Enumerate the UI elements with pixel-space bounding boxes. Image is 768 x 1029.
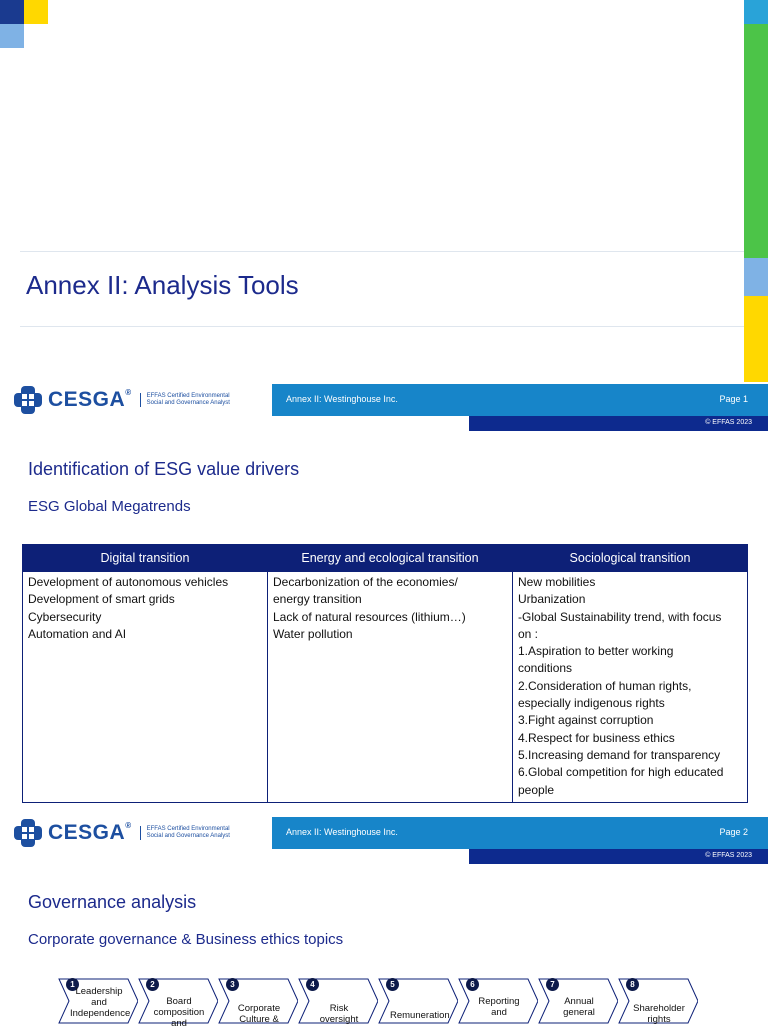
step-number-badge: 7 bbox=[546, 978, 559, 991]
table-row bbox=[23, 572, 748, 803]
side-bar-green bbox=[744, 24, 768, 258]
page-number: Page 2 bbox=[719, 827, 748, 837]
step-label: Leadership and Independence bbox=[70, 986, 131, 1019]
cesga-logo bbox=[12, 813, 272, 853]
flow-step-3 bbox=[218, 978, 298, 1024]
step-label: Reporting and bbox=[478, 996, 520, 1018]
list-item: -Global Sustainability trend, with focus bbox=[518, 609, 722, 624]
step-label: Corporate Culture & bbox=[237, 1003, 281, 1025]
copyright-band-page2 bbox=[469, 849, 768, 864]
list-item: Automation and AI bbox=[28, 626, 127, 641]
table-header-sociological: Sociological transition bbox=[513, 545, 748, 572]
step-label: Shareholder rights bbox=[633, 1003, 685, 1025]
header-band-page2 bbox=[272, 817, 768, 849]
step-label: Risk oversight bbox=[319, 1003, 359, 1025]
side-bar-lightblue bbox=[744, 258, 768, 296]
step-number-badge: 3 bbox=[226, 978, 239, 991]
table-cell-energy bbox=[268, 572, 513, 803]
copyright-band-page1 bbox=[469, 416, 768, 431]
list-item: Cybersecurity bbox=[28, 609, 102, 624]
cesga-logo-subtitle: EFFAS Certified Environmental Social and Governance Analyst bbox=[140, 826, 230, 840]
flow-step-4 bbox=[298, 978, 378, 1024]
flow-step-7 bbox=[538, 978, 618, 1024]
corner-square-lightblue bbox=[0, 24, 24, 48]
step-number-badge: 6 bbox=[466, 978, 479, 991]
governance-topics-flow bbox=[58, 978, 718, 1029]
list-item: Development of autonomous vehicles bbox=[28, 575, 229, 589]
title-rule-top bbox=[20, 251, 744, 252]
step-number-badge: 1 bbox=[66, 978, 79, 991]
list-item: Water pollution bbox=[273, 626, 353, 641]
copyright-text: © EFFAS 2023 bbox=[705, 852, 752, 859]
slide-title: Annex II: Analysis Tools bbox=[26, 270, 299, 300]
flow-step-8 bbox=[618, 978, 698, 1024]
corner-square-yellow bbox=[24, 0, 48, 24]
title-rule-bottom bbox=[20, 326, 744, 327]
megatrends-table bbox=[22, 544, 748, 803]
step-number-badge: 4 bbox=[306, 978, 319, 991]
table-header-digital: Digital transition bbox=[23, 545, 268, 572]
section-title-governance: Governance analysis bbox=[28, 892, 197, 912]
table-header-row bbox=[23, 545, 748, 572]
flow-step-2 bbox=[138, 978, 218, 1029]
list-item: 3.Fight against corruption bbox=[518, 713, 654, 728]
list-item: conditions bbox=[518, 661, 573, 676]
list-item: on : bbox=[518, 626, 539, 641]
flow-step-1 bbox=[58, 978, 138, 1024]
side-bar-blue bbox=[744, 0, 768, 24]
copyright-text: © EFFAS 2023 bbox=[705, 419, 752, 426]
step-number-badge: 5 bbox=[386, 978, 399, 991]
list-item: 5.Increasing demand for transparency bbox=[518, 747, 721, 762]
list-item: Decarbonization of the economies/ bbox=[273, 575, 458, 589]
step-label: Board composition and bbox=[153, 996, 205, 1029]
list-item: energy transition bbox=[273, 592, 362, 607]
subsection-title-megatrends: ESG Global Megatrends bbox=[28, 498, 191, 515]
cesga-logo bbox=[12, 380, 272, 420]
list-item: New mobilities bbox=[518, 575, 596, 589]
step-label: Annual general bbox=[563, 996, 595, 1018]
cesga-logo-icon bbox=[12, 817, 44, 849]
subsection-title-governance-topics: Corporate governance & Business ethics topics bbox=[28, 931, 344, 948]
doc-title: Annex II: Westinghouse Inc. bbox=[286, 394, 398, 404]
list-item: people bbox=[518, 782, 555, 797]
side-bar-yellow bbox=[744, 296, 768, 382]
page-number: Page 1 bbox=[719, 394, 748, 404]
list-item: 4.Respect for business ethics bbox=[518, 730, 675, 745]
step-label: Remuneration bbox=[390, 1010, 450, 1021]
step-number-badge: 8 bbox=[626, 978, 639, 991]
list-item: 1.Aspiration to better working bbox=[518, 644, 674, 659]
table-header-energy: Energy and ecological transition bbox=[268, 545, 513, 572]
flow-step-6 bbox=[458, 978, 538, 1024]
list-item: Lack of natural resources (lithium…) bbox=[273, 609, 466, 624]
table-cell-sociological bbox=[513, 572, 748, 803]
doc-title: Annex II: Westinghouse Inc. bbox=[286, 827, 398, 837]
flow-step-5 bbox=[378, 978, 458, 1024]
cesga-logo-subtitle: EFFAS Certified Environmental Social and Governance Analyst bbox=[140, 393, 230, 407]
cesga-logo-text: CESGA® bbox=[48, 821, 132, 844]
list-item: Urbanization bbox=[518, 592, 586, 607]
list-item: Development of smart grids bbox=[28, 592, 175, 607]
corner-square-navy bbox=[0, 0, 24, 24]
list-item: 6.Global competition for high educated bbox=[518, 765, 724, 780]
section-title-esg-drivers: Identification of ESG value drivers bbox=[28, 459, 300, 479]
header-band-page1 bbox=[272, 384, 768, 416]
cesga-logo-text: CESGA® bbox=[48, 388, 132, 411]
step-number-badge: 2 bbox=[146, 978, 159, 991]
table-cell-digital bbox=[23, 572, 268, 803]
list-item: 2.Consideration of human rights, bbox=[518, 678, 692, 693]
list-item: especially indigenous rights bbox=[518, 696, 665, 711]
cesga-logo-icon bbox=[12, 384, 44, 416]
